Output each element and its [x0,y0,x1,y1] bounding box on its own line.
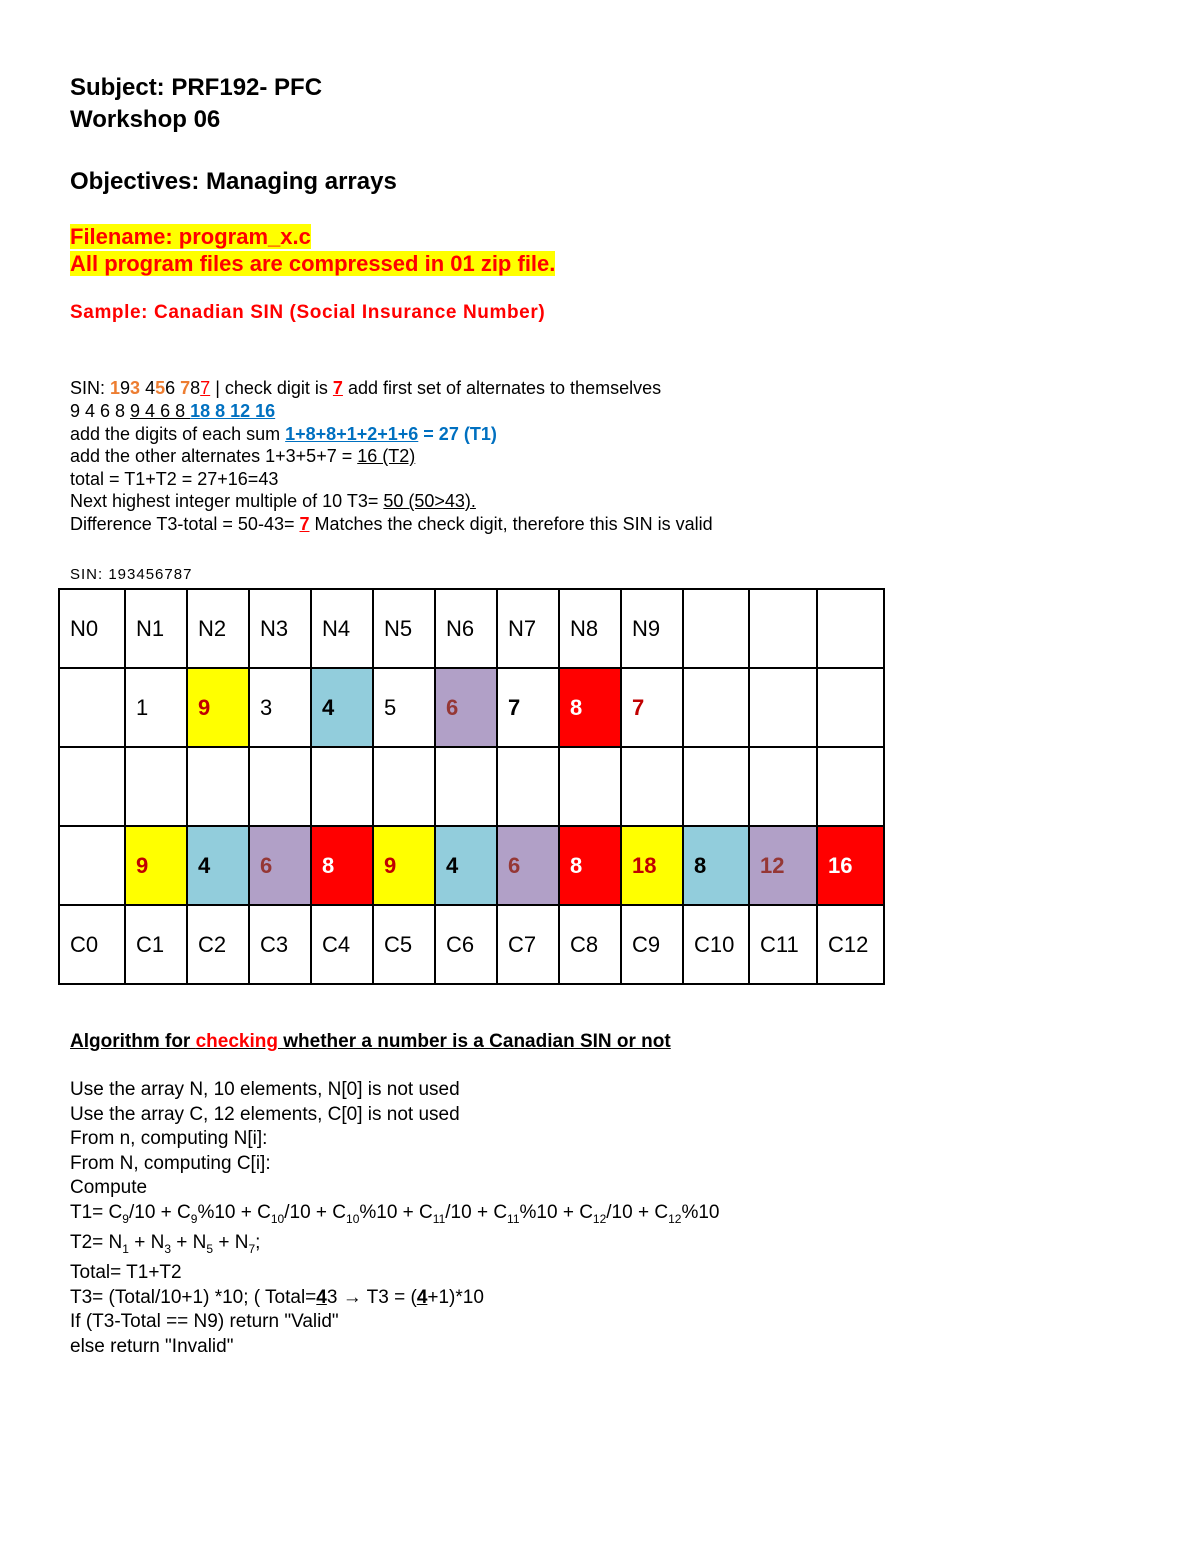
digit-sum: 1+8+8+1+2+1+6 [285,424,419,444]
sin-digit: 6 [165,378,176,398]
c-header-cell: C9 [621,905,683,984]
n-header-cell [817,589,884,668]
empty-cell [249,747,311,826]
c-value-cell: 9 [373,826,435,905]
algorithm-title [70,1031,671,1053]
example-text: Difference T3-total = 50-43= [70,514,300,534]
n-value-cell [683,668,749,747]
c-header-cell: C5 [373,905,435,984]
empty-cell [187,747,249,826]
n-value-cell: 9 [187,668,249,747]
sin-check-digit: 7 [200,378,211,398]
algorithm-line: From N, computing C[i]: [70,1152,271,1174]
algorithm-line: else return "Invalid" [70,1335,234,1357]
example-text: add the digits of each sum [70,424,286,444]
sin-digit: 3 [130,378,141,398]
n-value-cell: 5 [373,668,435,747]
n-header-cell: N9 [621,589,683,668]
c-header-cell: C12 [817,905,884,984]
c-value-cell: 12 [749,826,817,905]
c-value-cell: 4 [435,826,497,905]
subject-heading: Subject: PRF192- PFC [70,74,323,101]
c-value-cell: 8 [559,826,621,905]
n-value-cell: 8 [559,668,621,747]
c-header-cell: C10 [683,905,749,984]
algorithm-line: Compute [70,1177,148,1198]
compress-note-line [70,251,555,277]
c-header-cell: C2 [187,905,249,984]
n-header-cell: N2 [187,589,249,668]
example-line-4 [70,446,415,467]
c-header-cell: C8 [559,905,621,984]
arrow-right-icon: → [342,1286,362,1308]
n-header-cell: N5 [373,589,435,668]
t1-formula: $T1= C_9/10 + C_9\%10 + C_{10}/10 + C_{10}\%10 + C_{11}/10 + C_{11}\%10 + C_{12}/10 + C_{12}\%10$ [70,1201,720,1226]
c-header-row [59,905,884,984]
sample-title: Sample: Canadian SIN (Social Insurance Number) [70,302,546,323]
algorithm-line: Total= T1+T2 [70,1262,182,1284]
n-header-cell: N6 [435,589,497,668]
c-value-cell: 9 [125,826,187,905]
n-value-cell [817,668,884,747]
empty-row [59,747,884,826]
empty-cell [373,747,435,826]
n-header-cell: N7 [497,589,559,668]
c-header-cell: C1 [125,905,187,984]
empty-cell [621,747,683,826]
example-text: 9 4 6 8 [70,401,131,421]
example-text: Next highest integer multiple of 10 T3= [70,491,384,511]
algorithm-body [70,1078,719,1359]
algorithm-line: If (T3-Total == N9) return "Valid" [70,1311,339,1333]
empty-cell [311,747,373,826]
n-header-cell [683,589,749,668]
empty-cell [559,747,621,826]
example-line-5: total = T1+T2 = 27+16=43 [70,469,279,489]
empty-cell [497,747,559,826]
sin-digit: 8 [190,378,201,398]
sin-digit: 5 [155,378,166,398]
t1-result: = 27 (T1) [418,424,497,444]
c-value-row [59,826,884,905]
c-value-cell: 4 [187,826,249,905]
empty-cell [125,747,187,826]
algorithm-title-text: whether a number is a Canadian SIN or not [277,1031,671,1052]
n-header-row [59,589,884,668]
difference-value: 7 [299,514,310,534]
compress-note-text: All program files are compressed in 01 zip file. [70,251,556,276]
sin-label: SIN: 193456787 [70,566,193,583]
sin-digit: 7 [180,378,191,398]
workshop-heading: Workshop 06 [70,106,221,133]
n-value-cell [59,668,125,747]
n-value-cell: 3 [249,668,311,747]
empty-cell [683,747,749,826]
empty-cell [435,747,497,826]
c-header-cell: C0 [59,905,125,984]
n-header-cell: N3 [249,589,311,668]
algorithm-line: From n, computing N[i]: [70,1128,268,1149]
n-header-cell: N1 [125,589,187,668]
c-header-cell: C4 [311,905,373,984]
example-line-2 [70,401,275,422]
t3-result: 50 (50>43). [383,491,476,511]
c-value-cell [59,826,125,905]
c-header-cell: C6 [435,905,497,984]
c-value-cell: 6 [497,826,559,905]
n-value-cell: 6 [435,668,497,747]
example-text: add the other alternates 1+3+5+7 = [70,446,358,466]
n-value-cell: 7 [497,668,559,747]
sin-array-table [58,588,885,985]
algorithm-line: Use the array C, 12 elements, C[0] is not used [70,1103,460,1125]
c-header-cell: C11 [749,905,817,984]
objectives-heading: Objectives: Managing arrays [70,168,397,195]
sin-prefix: SIN: [70,378,111,398]
c-header-cell: C3 [249,905,311,984]
c-value-cell: 6 [249,826,311,905]
example-line-3 [70,424,497,445]
filename-text: Filename: program_x.c [70,224,311,249]
algorithm-line: Use the array N, 10 elements, N[0] is not used [70,1079,460,1100]
c-value-cell: 8 [683,826,749,905]
c-value-cell: 8 [311,826,373,905]
n-header-cell: N8 [559,589,621,668]
check-digit-value: 7 [332,378,343,398]
example-text: 9 4 6 8 [130,401,191,421]
c-header-cell: C7 [497,905,559,984]
sin-digit: 9 [120,378,131,398]
example-text: add first set of alternates to themselves [342,378,662,398]
n-header-cell: N0 [59,589,125,668]
sin-digit: 1 [110,378,121,398]
n-value-cell: 7 [621,668,683,747]
t2-formula: $T2= N_1 + N_3 + N_5 + N_7$; [70,1231,261,1256]
sin-digit: 4 [145,378,156,398]
n-value-cell: 4 [311,668,373,747]
t2-result: 16 (T2) [357,446,416,466]
n-header-cell: N4 [311,589,373,668]
n-header-cell [749,589,817,668]
filename-line [70,224,311,250]
example-line-6 [70,491,476,512]
n-value-cell [749,668,817,747]
example-text: Matches the check digit, therefore this SIN is valid [309,514,713,534]
c-value-cell: 16 [817,826,884,905]
empty-cell [59,747,125,826]
algorithm-title-highlight: checking [195,1031,278,1052]
algorithm-title-text: Algorithm for [70,1031,196,1052]
example-line-7 [70,514,713,535]
example-line-1 [70,378,661,399]
n-value-row [59,668,884,747]
t3-formula: T3= (Total/10+1) *10; ( Total=43 → T3 = (4+1)*10 [70,1286,484,1308]
empty-cell [749,747,817,826]
doubled-values: 18 8 12 16 [190,401,276,421]
n-value-cell: 1 [125,668,187,747]
empty-cell [817,747,884,826]
c-value-cell: 18 [621,826,683,905]
example-text: | check digit is [210,378,333,398]
